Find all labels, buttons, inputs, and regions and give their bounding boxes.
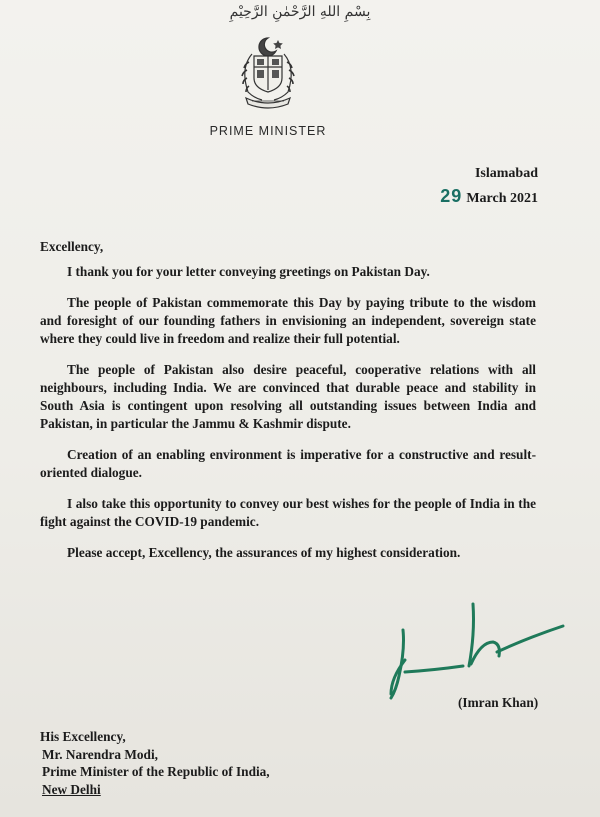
- dateline-place: Islamabad: [474, 166, 538, 181]
- letter-body: [40, 238, 536, 575]
- salutation: Excellency,: [40, 239, 104, 254]
- addressee-line: Prime Minister of the Republic of India,: [42, 764, 270, 779]
- paragraph: I also take this opportunity to convey our best wishes for the people of India in the fight against the COVID-19 pandemic.: [40, 496, 536, 529]
- paragraph: The people of Pakistan also desire peaceful, cooperative relations with all neighbours, including India. We are convinced that durable peace and stability in South Asia is contingent upon resolving all outstanding issues between India and Pakistan, in particular the Jammu & Kashmir dispute.: [40, 362, 536, 431]
- paragraph: I thank you for your letter conveying greetings on Pakistan Day.: [67, 264, 430, 279]
- handwritten-day: 29: [440, 186, 463, 206]
- state-emblem-icon: [228, 32, 308, 112]
- addressee-city: New Delhi: [42, 781, 101, 797]
- office-title: PRIME MINISTER: [209, 124, 327, 138]
- bismillah-text: بِسْمِ اللهِ الرَّحْمٰنِ الرَّحِيْمِ: [229, 4, 371, 20]
- paragraph: Creation of an enabling environment is imperative for a constructive and result-oriented dialogue.: [40, 447, 536, 480]
- closing-paragraph: Please accept, Excellency, the assurances of my highest consideration.: [67, 545, 461, 560]
- addressee-line: His Excellency,: [40, 729, 126, 744]
- dateline-date: [440, 186, 538, 207]
- handwritten-signature: [385, 598, 575, 708]
- dateline-month-year: March 2021: [466, 191, 538, 206]
- signatory-name: (Imran Khan): [458, 695, 539, 710]
- addressee-line: Mr. Narendra Modi,: [42, 746, 158, 762]
- addressee-block: [40, 728, 270, 798]
- paragraph: The people of Pakistan commemorate this Day by paying tribute to the wisdom and foresight of our founding fathers in envisioning an independent, sovereign state where they could live in freedom and realize their full potential.: [40, 295, 536, 346]
